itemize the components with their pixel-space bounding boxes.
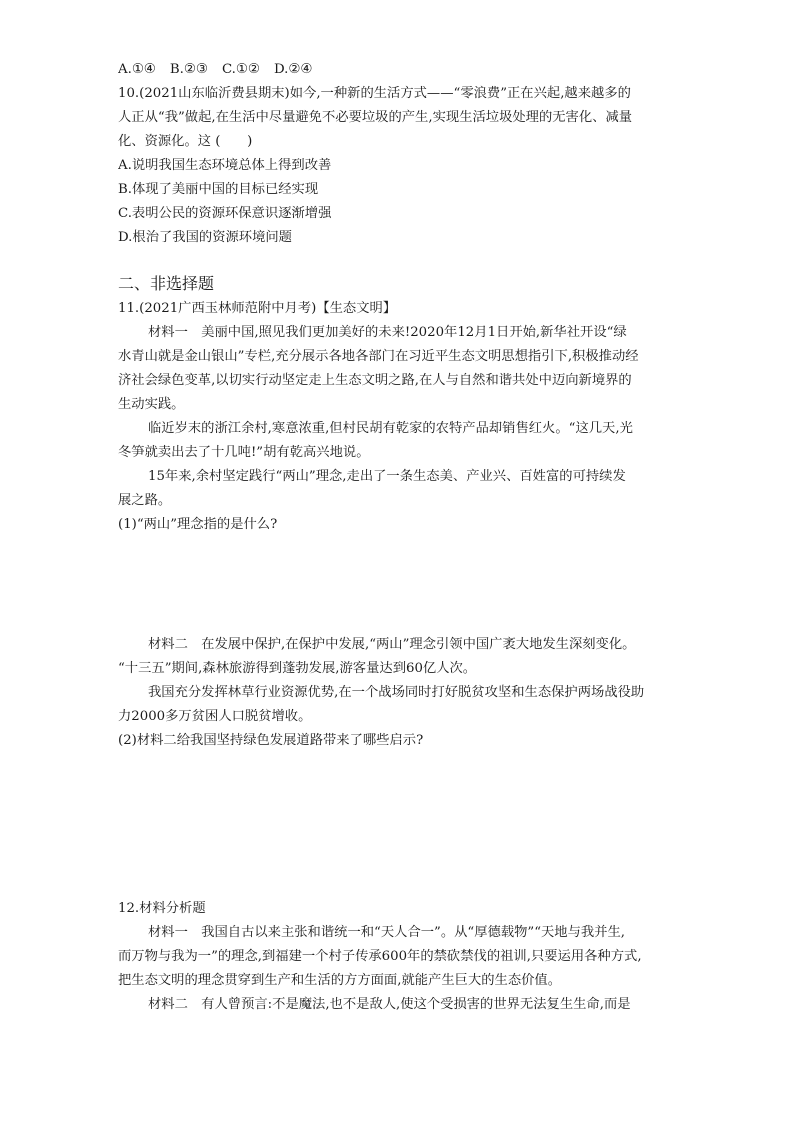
q11-subquestion-1: (1)“两山”理念指的是什么? [118, 517, 278, 532]
q10-stem-line3: 化、资源化。这 ( ) [118, 134, 253, 149]
q11-material1-line1: 材料一 美丽中国,照见我们更加美好的未来!2020年12月1日开始,新华社开设“绿 [148, 325, 627, 340]
q11-material2-line4: 力2000多万贫困人口脱贫增收。 [118, 709, 312, 724]
q11-material1-line4: 生动实践。 [118, 397, 185, 412]
q10-option-c[interactable]: C.表明公民的资源环保意识逐渐增强 [118, 206, 332, 221]
q12-material1-line3: 把生态文明的理念贯穿到生产和生活的方方面面,就能产生巨大的生态价值。 [118, 973, 562, 988]
q10-option-b[interactable]: B.体现了美丽中国的目标已经实现 [118, 182, 319, 197]
q11-material1-line7: 15年来,余村坚定践行“两山”理念,走出了一条生态美、产业兴、百姓富的可持续发 [148, 469, 626, 484]
q11-material1-line6: 冬笋就卖出去了十几吨!”胡有乾高兴地说。 [118, 445, 370, 460]
q9-option-d[interactable]: D.②④ [274, 62, 313, 77]
q11-material2-line3: 我国充分发挥林草行业资源优势,在一个战场同时打好脱贫攻坚和生态保护两场战役助 [148, 685, 645, 700]
q9-option-a[interactable]: A.①④ [118, 62, 156, 77]
q11-material1-line8: 展之路。 [118, 493, 172, 508]
q9-option-b[interactable]: B.②③ [169, 62, 208, 77]
q12-header: 12.材料分析题 [118, 901, 206, 916]
q11-header: 11.(2021广西玉林师范附中月考)【生态文明】 [118, 301, 397, 316]
q9-option-c[interactable]: C.①② [221, 62, 260, 77]
q12-material2-line1: 材料二 有人曾预言:不是魔法,也不是敌人,使这个受损害的世界无法复生生命,而是 [148, 997, 631, 1012]
q12-material1-line2: 而万物与我为一”的理念,到福建一个村子传承600年的禁砍禁伐的祖训,只要运用各种方式, [118, 949, 642, 964]
q11-material1-line5: 临近岁末的浙江余村,寒意浓重,但村民胡有乾家的农特产品却销售红火。“这几天,光 [148, 421, 633, 436]
q11-material1-line3: 济社会绿色变革,以切实行动坚定走上生态文明之路,在人与自然和谐共处中迈向新境界的 [118, 373, 632, 388]
section-title: 二、非选择题 [118, 274, 215, 293]
q9-options [118, 58, 678, 82]
q12-material1-line1: 材料一 我国自古以来主张和谐统一和“天人合一”。从“厚德载物”“天地与我并生, [148, 925, 626, 940]
q11-material2-line2: “十三五”期间,森林旅游得到蓬勃发展,游客量达到60亿人次。 [118, 661, 477, 676]
q10-stem-line2: 人正从“我”做起,在生活中尽量避免不必要垃圾的产生,实现生活垃圾处理的无害化、减量 [118, 110, 633, 125]
q11-material2-line1: 材料二 在发展中保护,在保护中发展,“两山”理念引领中国广袤大地发生深刻变化。 [148, 637, 636, 652]
q10-option-a[interactable]: A.说明我国生态环境总体上得到改善 [118, 158, 332, 173]
q11-subquestion-2: (2)材料二给我国坚持绿色发展道路带来了哪些启示? [118, 733, 424, 748]
q10-option-d[interactable]: D.根治了我国的资源环境问题 [118, 230, 292, 245]
q10-stem-line1: 10.(2021山东临沂费县期末)如今,一种新的生活方式——“零浪费”正在兴起,越来越多的 [118, 86, 631, 101]
q11-material1-line2: 水青山就是金山银山”专栏,充分展示各地各部门在习近平生态文明思想指引下,积极推动经 [118, 349, 639, 364]
